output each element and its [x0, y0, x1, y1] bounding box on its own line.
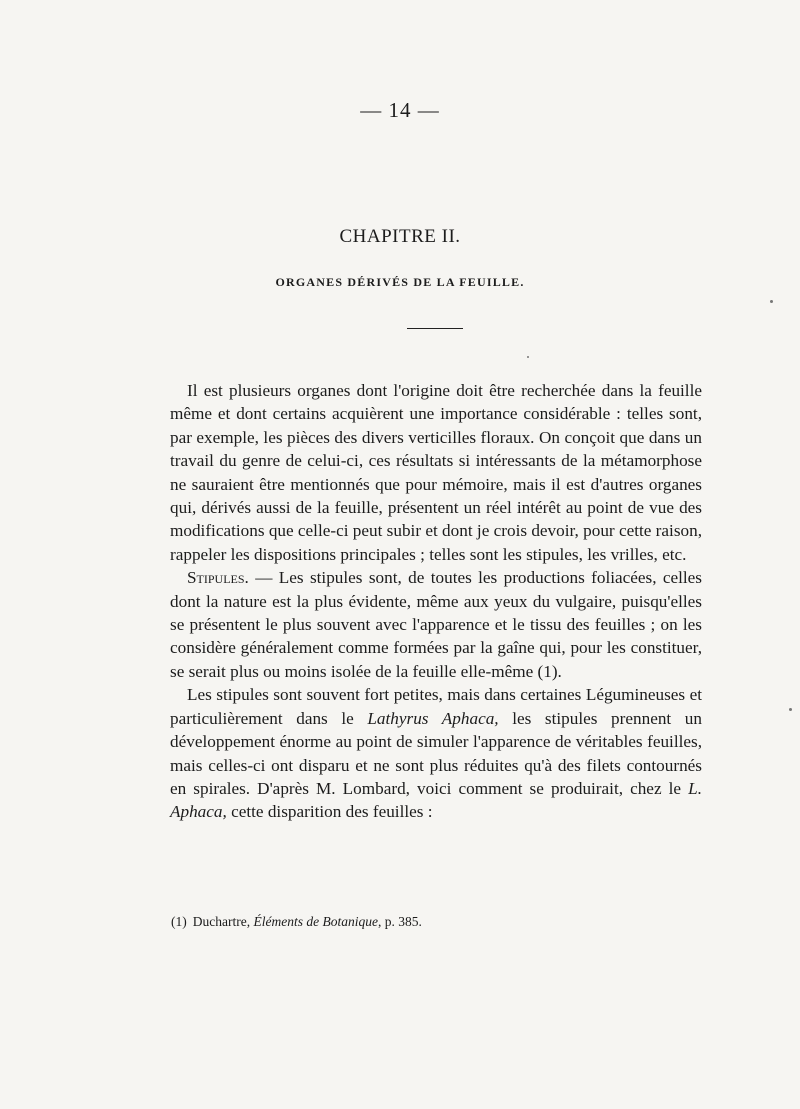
section-title: ORGANES DÉRIVÉS DE LA FEUILLE. [275, 275, 525, 289]
paragraph-stipules [170, 566, 702, 683]
footnote-rest: , p. 385. [377, 914, 422, 929]
stipules-lead: Stipules. [187, 568, 249, 588]
footnote-marker: (1) [171, 914, 187, 929]
paper-speck [789, 708, 792, 711]
lathyrus-text-c: cette disparition des feuilles : [226, 802, 433, 822]
footnote-title: Éléments de Botanique [253, 914, 378, 929]
lathyrus-italic-1: Lathyrus Aphaca, [367, 708, 499, 728]
paper-speck [770, 300, 773, 303]
body-text [170, 379, 702, 824]
footnote [171, 913, 703, 931]
footnote-author: Duchartre, [192, 914, 254, 929]
page-number: — 14 — [360, 98, 440, 122]
lathyrus-text-a: Les stipules sont souvent fort petites, mais dans certaines Légumineuses et particulièrement dans le [170, 685, 702, 728]
paragraph-intro: Il est plusieurs organes dont l'origine doit être recherchée dans la feuille même et dont certains acquièrent une importance considérable : telles sont, par exemple, les pièces des divers verticilles floraux. On conçoit que dans un travail du genre de celui-ci, ces résultats si intéressants de la métamorphose ne sauraient être mentionnés que pour mémoire, mais il est d'autres organes qui, dérivés aussi de la feuille, présentent un réel intérêt au point de vue des modifications que celle-ci peut subir et dont je crois devoir, pour cette raison, rappeler les dispositions principales ; telles sont les stipules, les vrilles, etc. [170, 381, 702, 564]
stipules-text: — Les stipules sont, de toutes les productions foliacées, celles dont la nature est la plus évidente, même aux yeux du vulgaire, puisqu'elles se présentent le plus souvent avec l'apparence et le tissu des feuilles ; on les considère généralement comme formées par la gaîne qui, pour les constituer, se serait plus ou moins isolée de la feuille elle-même (1). [170, 568, 702, 681]
paragraph-lathyrus [170, 683, 702, 823]
title-rule [407, 328, 463, 329]
lathyrus-text-b: les stipules prennent un développement énorme au point de simuler l'apparence de véritables feuilles, mais celles-ci ont disparu et ne sont plus réduites qu'à des filets contournés en spirales. D'après M. Lombard, voici comment se produirait, chez le [170, 708, 702, 798]
chapter-title: CHAPITRE II. [339, 226, 461, 247]
paper-speck [527, 356, 529, 358]
lathyrus-italic-2: L. Aphaca, [170, 778, 702, 822]
